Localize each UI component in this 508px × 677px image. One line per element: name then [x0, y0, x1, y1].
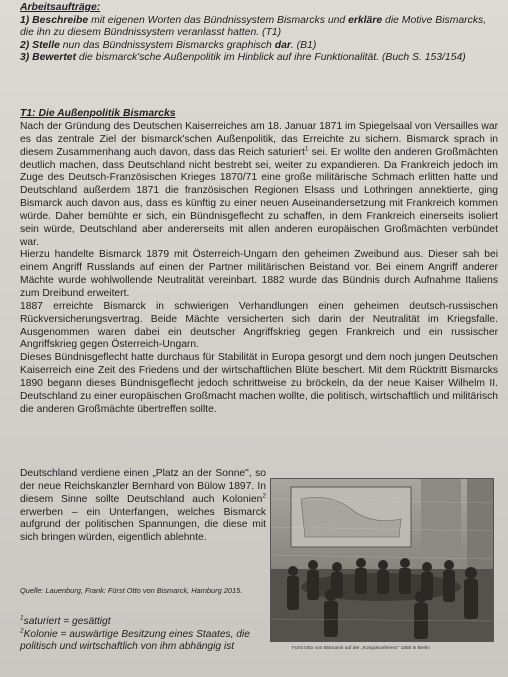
footnote-1-number: 1 [20, 614, 24, 622]
task-1-text: mit eigenen Worten das Bündnissystem Bismarcks und [91, 14, 346, 26]
engraving-illustration [271, 479, 493, 641]
task-2-number: 2) [20, 39, 30, 51]
task-3 [20, 52, 490, 65]
task-3-number: 3) [20, 52, 30, 64]
footnote-2 [20, 629, 280, 654]
footnote-2-text: Kolonie = auswärtige Besitzung eines Staates, die politisch und wirtschaftlich von ihm abhängig ist [20, 628, 250, 653]
footnote-ref-2: 2 [262, 492, 266, 500]
paragraph-1 [20, 121, 498, 249]
source-citation: Quelle: Lauenburg, Frank: Fürst Otto von Bismarck, Hamburg 2015. [20, 586, 243, 595]
task-2-verb: Stelle [32, 39, 60, 51]
task-2-rest: . (B1) [290, 39, 317, 51]
task-1 [20, 15, 490, 40]
task-3-verb: Bewertet [32, 52, 77, 64]
paragraph-1-part-b: sei. Er wollte den anderen Großmächten deutlich machen, dass Deutschland nicht bestrebt sei, weiter zu expandieren. Da Frankreich jedoch im Zuge des Deutsch-Französischen Krieges 1870/71 eine große militärische Schmach erlitten hatte und Deutschland außerdem 1871 die französischen Regionen Elsass und Lothringen annektierte, ging Bismarck auch davon aus, dass es künftig zu einer neuen Auseinandersetzung mit Frankreich kommen würde. Daher bemühte er sich, ein Bündnisgeflecht zu schaffen, in dem Frankreich einerseits isoliert sein würde, Deutschland aber andererseits mit allen anderen europäischen Großmächten verbündet war. [20, 146, 498, 248]
footnote-1 [20, 616, 280, 629]
task-2-text: nun das Bündnissystem Bismarcks graphisch [62, 39, 272, 51]
footnotes [20, 616, 280, 654]
footnote-ref-1: 1 [304, 145, 309, 153]
colonies-part-b: erwerben – ein Unterfangen, welches Bismarck aufgrund der politischen Spannungen, die diese mit sich bringen würden, eigentlich ablehnte. [20, 506, 266, 544]
paragraph-1-part-a: Nach der Gründung des Deutschen Kaiserreiches am 18. Januar 1871 im Spiegelsaal von Versailles war es das zentrale Ziel der bismarck'schen Außenpolitik, das Erreichte zu sichern. Bismarck sprach in diesem Zusammenhang auch davon, dass das Reich saturiert [20, 121, 498, 158]
footnote-1-text: saturiert = gesättigt [23, 616, 111, 627]
image-caption: Fürst Otto von Bismarck auf der „Kongokonferenz" 1885 in Berlin [292, 646, 430, 651]
paragraph-4: Dieses Bündnisgeflecht hatte durchaus für Stabilität in Europa gesorgt und dem noch jungen Deutschen Kaiserreich eine Zeit des Friedens und der wirtschaftlichen Blüte beschert. Mit dem Rücktritt Bismarcks 1890 begann dieses Bündnisgeflecht jedoch schrittweise zu bröckeln, da der neue Kaiser Wilhelm II. Deutschland zu einer europäischen Großmacht machen wollte, die politisch, wirtschaftlich und militärisch die anderen Großmächte übertreffen sollte. [20, 352, 498, 415]
tasks-heading: Arbeitsaufträge: [20, 2, 101, 13]
task-2 [20, 40, 490, 53]
task-2-verb2: dar [274, 39, 291, 51]
footnote-2-number: 2 [20, 627, 24, 635]
congo-conference-engraving [270, 478, 494, 642]
paragraph-2: Hierzu handelte Bismarck 1879 mit Österreich-Ungarn den geheimen Zweibund aus. Dieser sah bei einem Angriff Russlands auf einen der Partner militärischen Beistand vor. Bei einem Angriff anderer Mächte wurde wohlwollende Neutralität vereinbart. 1882 wurde das Bündnis durch Aufnahme Italiens zum Dreibund erweitert. [20, 249, 498, 299]
task-list [20, 2, 490, 65]
section-title: T1: Die Außenpolitik Bismarcks [20, 108, 176, 119]
paragraph-3: 1887 erreichte Bismarck in schwierigen Verhandlungen einen geheimen deutsch-russischen Rückversicherungsvertrag. Beide Mächte versicherten sich darin der Neutralität im Kriegsfalle. Ausgenommen waren dabei ein deutscher Angriffskrieg gegen Frankreich und ein russischer Angriffskrieg gegen Österreich-Ungarn. [20, 300, 498, 351]
main-text [20, 121, 498, 416]
task-1-verb2: erkläre [348, 14, 383, 26]
task-1-rest: die Motive Bismarcks, die ihn zu diesem Bündnissystem veranlasst hatten. (T1) [20, 14, 487, 39]
colonies-paragraph [20, 468, 266, 545]
task-1-verb: Beschreibe [32, 14, 89, 26]
task-1-number: 1) [20, 14, 30, 26]
task-3-text: die bismarck'sche Außenpolitik im Hinblick auf ihre Funktionalität. (Buch S. 153/154) [78, 52, 466, 64]
colonies-paragraph-text [20, 468, 266, 545]
colonies-part-a: Deutschland verdiene einen „Platz an der Sonne", so der neue Reichskanzler Bernhard von Bülow 1897. In diesem Sinne sollte Deutschland auch Kolonien [20, 468, 266, 505]
